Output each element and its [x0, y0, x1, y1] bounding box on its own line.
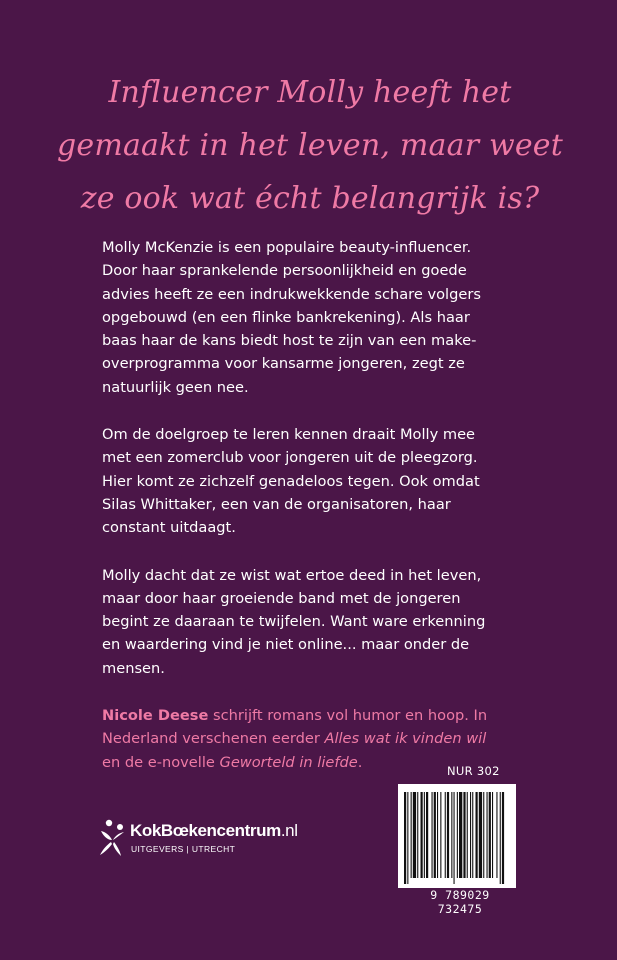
text-line: opgebouwd (en een flinke bankrekening). Als haar [102, 308, 470, 326]
blurb [102, 236, 522, 798]
text-line: advies heeft ze een indrukwekkende schare volgers [102, 285, 481, 303]
isbn-number: 9 789029 732475 [430, 888, 490, 916]
blurb-paragraph-1 [102, 236, 522, 399]
barcode-bar [470, 792, 471, 878]
barcode-bar [413, 792, 416, 878]
barcode-bar [421, 792, 423, 878]
text-line: baas haar de kans biedt host te zijn van een make- [102, 332, 477, 350]
barcode-bar [489, 792, 491, 878]
barcode-bar [440, 792, 441, 878]
tagline-line-3: ze ook wat écht belangrijk is? [80, 181, 540, 216]
barcode-bar [463, 792, 465, 878]
tagline [40, 66, 580, 225]
barcode-bar [445, 792, 446, 878]
barcode-bar [467, 792, 468, 878]
publisher-name-bold: KokBœkencentrum [130, 821, 281, 840]
barcode-bar [487, 792, 488, 878]
barcode-bar [483, 792, 484, 878]
publisher-logo [98, 818, 328, 884]
barcode [398, 784, 516, 888]
barcode-bar [424, 792, 425, 878]
text-line: Hier komt ze zichzelf genadeloos tegen. Ook omdat [102, 472, 480, 490]
text-line: Molly McKenzie is een populaire beauty-influencer. [102, 239, 472, 256]
author-bio-text: Nederland verschenen eerder [102, 730, 325, 748]
text-line: en waardering vind je niet online... maar onder de [102, 636, 470, 654]
barcode-bar [434, 792, 436, 878]
text-line: Om de doelgroep te leren kennen draait Molly mee [102, 426, 476, 444]
publisher-subtitle: UITGEVERS | UTRECHT [131, 844, 236, 854]
text-line: Door haar sprankelende persoonlijkheid en goede [102, 262, 467, 280]
barcode-bar [411, 792, 412, 878]
text-line: begint ze daaraan te twijfelen. Want ware erkenning [102, 613, 486, 631]
tagline-line-2: gemaakt in het leven, maar weet [56, 128, 564, 163]
nur-code: NUR 302 [447, 764, 500, 778]
barcode-bar [454, 792, 455, 884]
text-line: natuurlijk geen nee. [102, 378, 249, 396]
book-title: Geworteld in liefde [219, 753, 358, 771]
author-name: Nicole Deese [102, 707, 209, 725]
publisher-name [130, 821, 298, 841]
book-title: Alles wat ik vinden wil [324, 730, 487, 748]
barcode-bar [404, 792, 406, 884]
author-bio-line-1 [102, 704, 522, 727]
text-line: overprogramma voor kansarme jongeren, zegt ze [102, 355, 465, 373]
blurb-paragraph-3 [102, 564, 522, 680]
blurb-paragraph-2 [102, 423, 522, 539]
publisher-name-suffix: .nl [280, 821, 298, 840]
author-bio-text: schrijft romans vol humor en hoop. In [208, 707, 488, 725]
text-line: maar door haar groeiende band met de jongeren [102, 589, 461, 607]
text-line: constant uitdaagt. [102, 519, 236, 537]
barcode-bar [479, 792, 482, 878]
barcode-bar [457, 792, 458, 878]
barcode-bar [500, 792, 501, 884]
author-bio-text: . [357, 753, 363, 771]
author-bio-line-2 [102, 727, 522, 750]
barcode-bar [496, 792, 497, 878]
barcode-bar [451, 792, 452, 878]
barcode-bar [476, 792, 478, 878]
text-line: Molly dacht dat ze wist wat ertoe deed in het leven, [102, 566, 482, 584]
barcode-bar [432, 792, 433, 878]
barcode-bar [502, 792, 504, 884]
barcode-bar [447, 792, 449, 878]
barcode-bar [472, 792, 473, 878]
author-bio-text: en de e-novelle [102, 753, 220, 771]
tagline-line-1: Influencer Molly heeft het [108, 75, 512, 110]
barcode-bar [426, 792, 428, 878]
barcode-bar [459, 792, 462, 878]
barcode-bars [398, 784, 516, 888]
barcode-bar [407, 792, 408, 884]
barcode-bar [417, 792, 418, 878]
text-line: met een zomerclub voor jongeren uit de pleegzorg. [102, 449, 478, 467]
barcode-bar [492, 792, 493, 878]
text-line: mensen. [102, 659, 165, 677]
publisher-star-icon [98, 818, 128, 858]
barcode-bar [437, 792, 438, 878]
text-line: Silas Whittaker, een van de organisatoren, haar [102, 495, 451, 513]
